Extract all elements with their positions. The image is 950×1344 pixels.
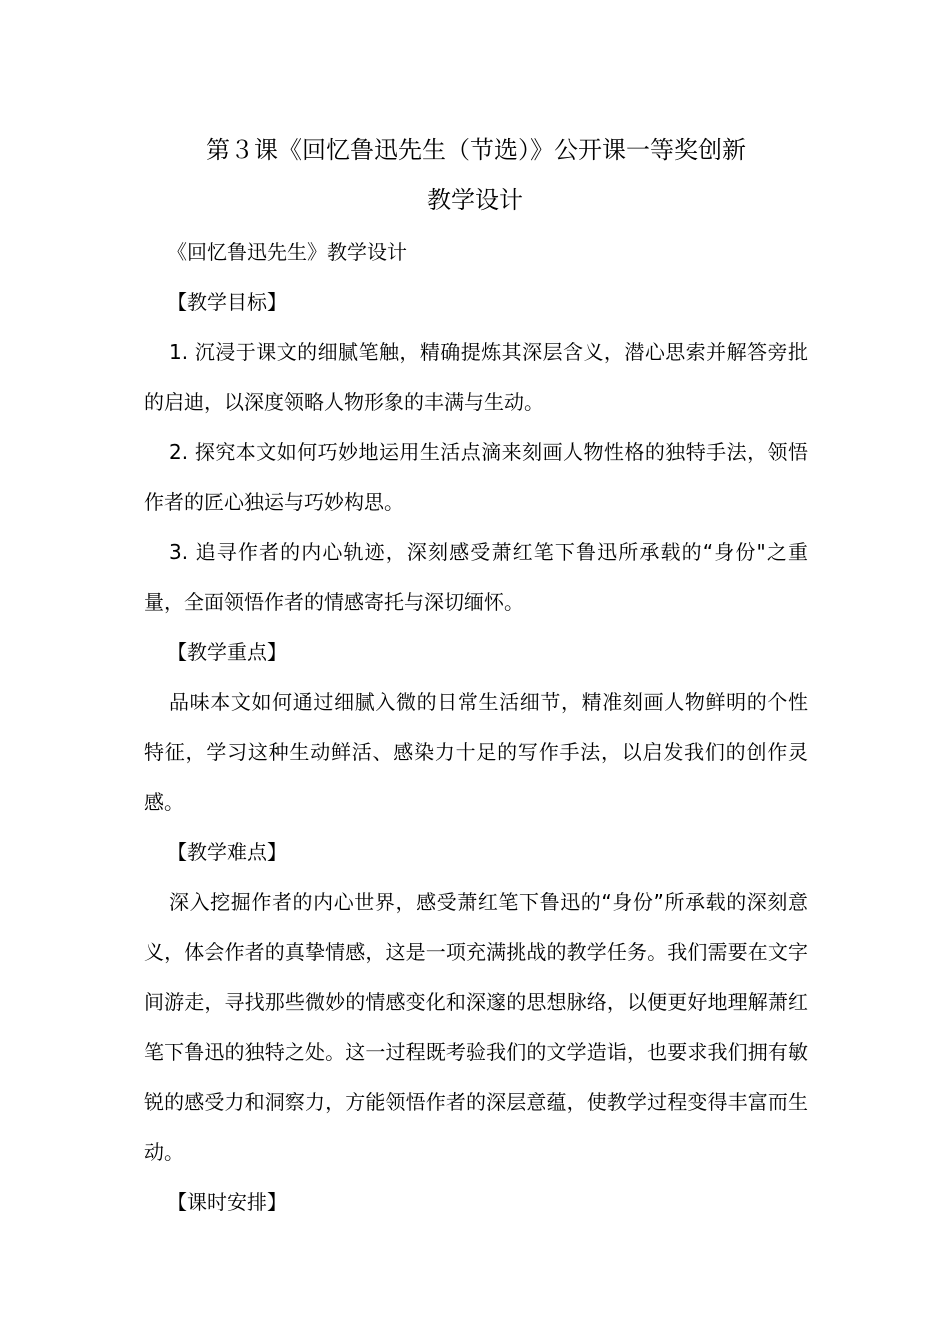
objective-item-1: 1. 沉浸于课文的细腻笔触，精确提炼其深层含义，潜心思索并解答旁批的启迪，以深度领略人物形象的丰满与生动。 bbox=[144, 340, 808, 414]
document-title-line-2: 教学设计 bbox=[427, 186, 523, 214]
objectives-heading: 【教学目标】 bbox=[167, 290, 287, 314]
document-title-line-1: 第３课《回忆鲁迅先生（节选）》公开课一等奖创新 bbox=[206, 136, 746, 164]
objective-item-3: 3. 追寻作者的内心轨迹，深刻感受萧红笔下鲁迅所承载的“身份"之重量，全面领悟作者的情感寄托与深切缅怀。 bbox=[144, 540, 808, 614]
key-points-text: 品味本文如何通过细腻入微的日常生活细节，精准刻画人物鲜明的个性特征，学习这种生动鲜活、感染力十足的写作手法，以启发我们的创作灵感。 bbox=[144, 690, 808, 814]
difficulties-heading: 【教学难点】 bbox=[167, 840, 287, 864]
document-body bbox=[144, 227, 808, 1227]
schedule-heading: 【课时安排】 bbox=[167, 1190, 287, 1214]
objective-item-2: 2. 探究本文如何巧妙地运用生活点滴来刻画人物性格的独特手法，领悟作者的匠心独运与巧妙构思。 bbox=[144, 440, 808, 514]
difficulties-text: 深入挖掘作者的内心世界，感受萧红笔下鲁迅的“身份”所承载的深刻意义，体会作者的真挚情感，这是一项充满挑战的教学任务。我们需要在文字间游走，寻找那些微妙的情感变化和深邃的思想脉络，以便更好地理解萧红笔下鲁迅的独特之处。这一过程既考验我们的文学造诣，也要求我们拥有敏锐的感受力和洞察力，方能领悟作者的深层意蕴，使教学过程变得丰富而生动。 bbox=[144, 890, 808, 1164]
subtitle: 《回忆鲁迅先生》教学设计 bbox=[167, 240, 407, 264]
key-points-heading: 【教学重点】 bbox=[167, 640, 287, 664]
